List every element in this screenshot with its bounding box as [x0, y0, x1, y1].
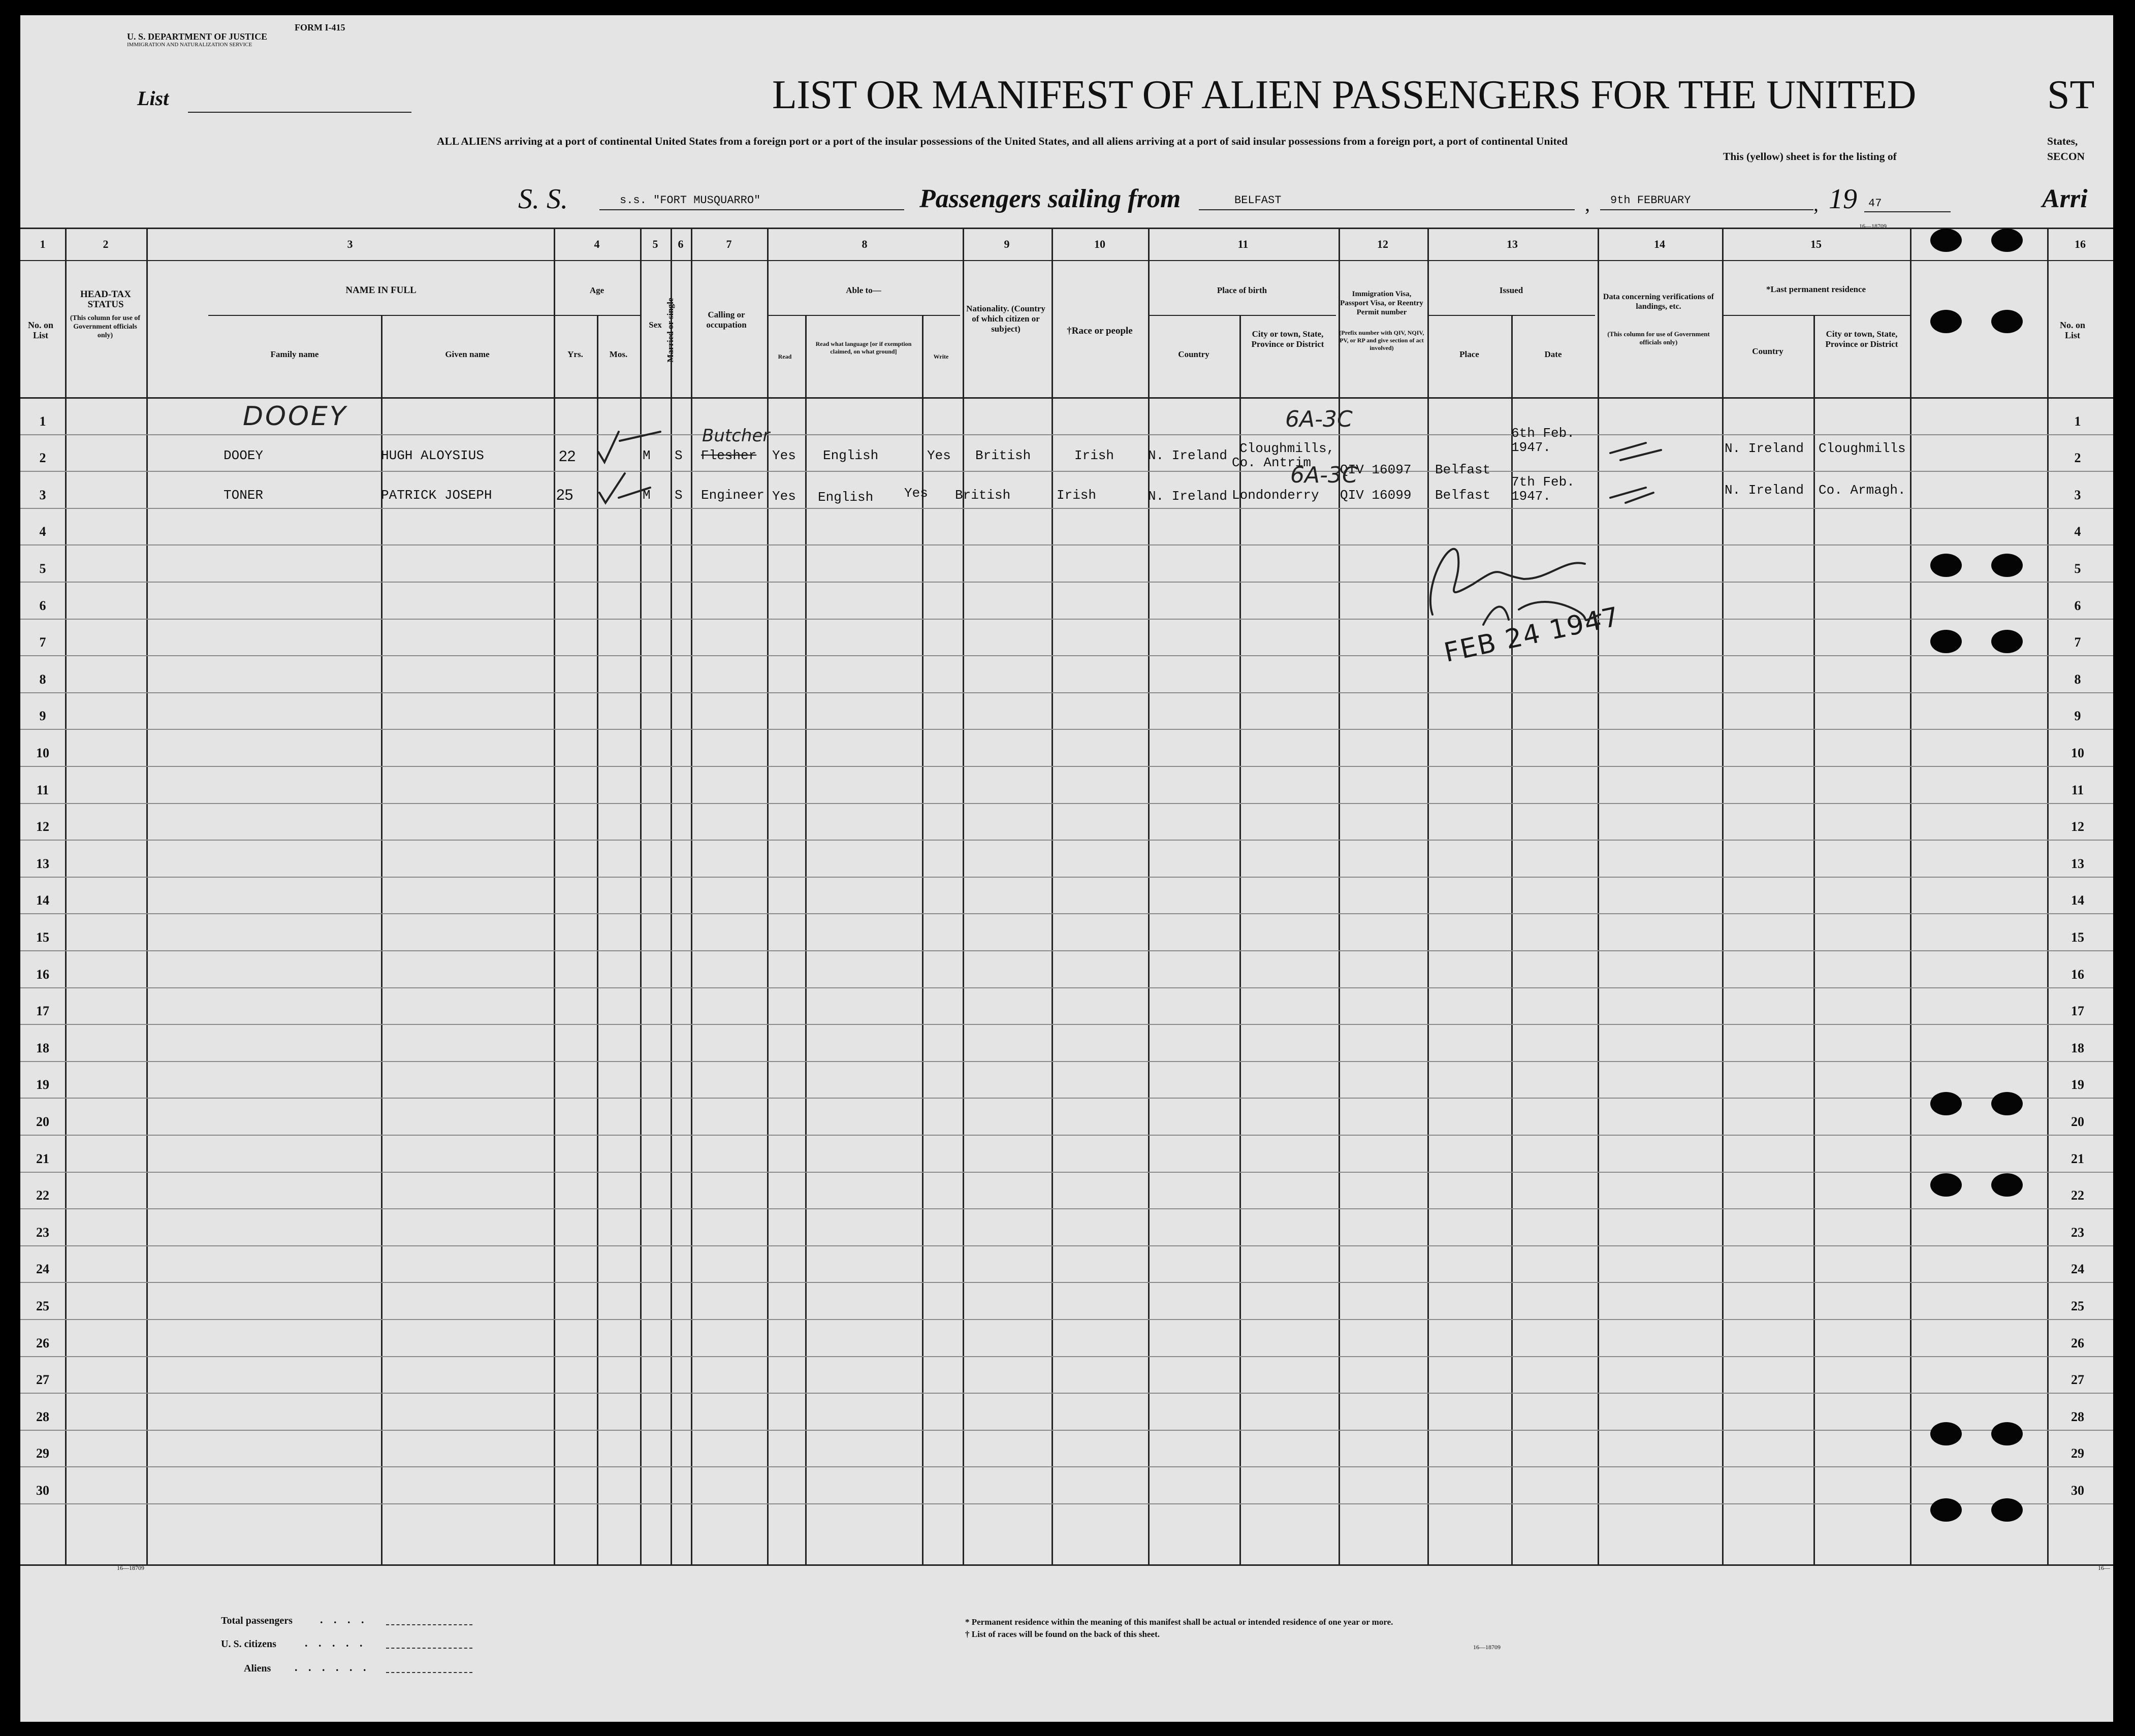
- header-married: Married or single: [665, 298, 675, 363]
- row-number-right: 27: [2071, 1372, 2084, 1387]
- row-1-sex: M: [643, 448, 651, 463]
- footer-print-code-left: 16—18709: [117, 1564, 144, 1571]
- row-2-read: Yes: [772, 489, 796, 504]
- row-number: 8: [39, 672, 46, 687]
- column-number: 4: [594, 238, 600, 250]
- row-number: 13: [36, 856, 49, 871]
- row-number-right: 4: [2074, 524, 2081, 539]
- binding-hole: [1991, 229, 2023, 252]
- row-2-issued-place: Belfast: [1435, 488, 1491, 503]
- row-2-res-country: N. Ireland: [1725, 483, 1804, 498]
- row-number: 22: [36, 1188, 49, 1203]
- row-number: 11: [36, 783, 49, 797]
- row-2-sex: M: [643, 488, 651, 503]
- row-number-right: 25: [2071, 1299, 2084, 1313]
- year-prefix: 19: [1829, 183, 1857, 215]
- row-number: 18: [36, 1041, 49, 1055]
- header-visa-note: (Prefix number with QIV, NQIV, PV, or RP and give section of act involved): [1339, 329, 1424, 351]
- row-number: 29: [36, 1446, 49, 1461]
- row-2-birth-country: N. Ireland: [1148, 489, 1228, 504]
- binding-hole: [1991, 1173, 2023, 1197]
- row-number: 9: [39, 709, 46, 723]
- row-number: 1: [39, 414, 46, 429]
- subtitle-line-1: ALL ALIENS arriving at a port of continental United States from a foreign port or a port of the insular possessions of the United States, and all aliens arriving at a port of said insular possessions from a foreign port, a port of continental United: [437, 135, 1568, 147]
- row-number-right: 14: [2071, 893, 2084, 908]
- column-number: 3: [347, 238, 353, 250]
- binding-hole: [1930, 1092, 1962, 1115]
- header-sex: Sex: [649, 320, 662, 330]
- row-number: 14: [36, 893, 49, 908]
- form-number: FORM I-415: [295, 22, 345, 33]
- ink-marks: [20, 15, 2113, 1722]
- row-number-right: 17: [2071, 1004, 2084, 1018]
- row-1-birth-country: N. Ireland: [1148, 448, 1228, 463]
- row-2-nationality: British: [955, 488, 1011, 503]
- row-2-language: English: [818, 490, 874, 505]
- header-birth-country: Country: [1178, 349, 1209, 359]
- binding-hole: [1930, 229, 1962, 252]
- row-number: 27: [36, 1372, 49, 1387]
- header-given-name: Given name: [445, 349, 490, 359]
- row-1-res-city: Cloughmills: [1819, 441, 1906, 456]
- aliens-label: Aliens: [244, 1663, 271, 1674]
- header-no-on-list: No. on List: [27, 320, 53, 340]
- column-number: 9: [1004, 238, 1010, 250]
- total-passengers-label: Total passengers: [221, 1615, 293, 1626]
- row-2-issued-date: 7th Feb.: [1511, 474, 1575, 490]
- row-2-res-city: Co. Armagh.: [1819, 483, 1906, 498]
- manifest-title-cut: ST: [2047, 73, 2095, 117]
- row-1-married: S: [675, 448, 683, 463]
- footer-print-code-right: 16—: [2098, 1564, 2110, 1571]
- total-passengers-dots: . . . .: [320, 1613, 368, 1626]
- print-code-top: 16—18709: [1859, 222, 1887, 230]
- list-label: List: [137, 87, 169, 110]
- header-no-on-list-right: No. on List: [2059, 320, 2085, 340]
- row-2-race: Irish: [1057, 488, 1097, 503]
- row-number-right: 28: [2071, 1409, 2084, 1424]
- header-res-country: Country: [1752, 346, 1783, 356]
- service-name: IMMIGRATION AND NATURALIZATION SERVICE: [127, 42, 252, 48]
- row-2-calling: Engineer: [701, 488, 764, 503]
- header-res-city: City or town, State, Province or District: [1825, 329, 1898, 349]
- column-number: 11: [1237, 238, 1249, 250]
- row-number-right: 20: [2071, 1114, 2084, 1129]
- row-2-given-name: PATRICK JOSEPH: [381, 488, 492, 503]
- row-number-right: 26: [2071, 1336, 2084, 1351]
- row-1-birth-city: Cloughmills,: [1239, 441, 1335, 456]
- header-issued: Issued: [1499, 285, 1523, 295]
- signature-icon: [1483, 602, 1600, 625]
- row-1-language: English: [823, 448, 879, 463]
- row-1-res-country: N. Ireland: [1725, 441, 1804, 456]
- footnote-races: † List of races will be found on the back of this sheet.: [965, 1629, 1160, 1639]
- row-2-visa: QIV 16099: [1340, 488, 1412, 503]
- row-number-right: 21: [2071, 1151, 2084, 1166]
- header-head-tax-note: (This column for use of Government officials only): [70, 314, 141, 339]
- binding-hole: [1991, 310, 2023, 333]
- header-verification: Data concerning verifications of landings, etc.: [1603, 293, 1714, 311]
- column-number: 1: [40, 238, 46, 250]
- handwritten-name: DOOEY: [243, 401, 348, 432]
- us-citizens-dots: . . . . .: [305, 1636, 367, 1649]
- row-1-race: Irish: [1074, 448, 1114, 463]
- arriving-label-cut: Arri: [2042, 184, 2088, 213]
- row-number-right: 7: [2074, 635, 2081, 650]
- row-2-write: Yes: [904, 486, 928, 501]
- row-number-right: 6: [2074, 598, 2081, 613]
- row-number: 16: [36, 967, 49, 982]
- row-number: 30: [36, 1483, 49, 1498]
- row-number-right: 23: [2071, 1225, 2084, 1240]
- header-write: Write: [933, 353, 949, 360]
- binding-hole: [1930, 1498, 1962, 1522]
- row-2-birth-city: Londonderry: [1232, 488, 1319, 503]
- binding-hole: [1930, 1422, 1962, 1445]
- header-read-language: Read what language [or if exemption claimed, on what ground]: [815, 340, 912, 355]
- binding-hole: [1991, 1092, 2023, 1115]
- row-number: 4: [39, 524, 46, 539]
- comma-2: ,: [1813, 192, 1819, 215]
- header-last-residence: *Last permanent residence: [1766, 284, 1866, 294]
- row-number: 5: [39, 561, 46, 576]
- row-2-age-yrs: 25: [556, 487, 573, 503]
- row-1-visa: QIV 16097: [1340, 462, 1412, 477]
- row-number-right: 13: [2071, 856, 2084, 871]
- row-number: 21: [36, 1151, 49, 1166]
- row-1-age-yrs: 22: [559, 448, 576, 465]
- row-number-right: 9: [2074, 709, 2081, 723]
- column-number: 6: [678, 238, 684, 250]
- column-number: 10: [1094, 238, 1105, 250]
- row-number: 15: [36, 930, 49, 945]
- row-1-given-name: HUGH ALOYSIUS: [381, 448, 484, 463]
- handwritten-visa-mark-1: 6A-3C: [1285, 406, 1353, 432]
- column-number: 14: [1654, 238, 1665, 250]
- row-1-write: Yes: [927, 448, 951, 463]
- header-yrs: Yrs.: [567, 349, 583, 359]
- date-stamp: FEB 24 1947: [1441, 601, 1623, 668]
- us-citizens-label: U. S. citizens: [221, 1638, 276, 1650]
- binding-hole: [1991, 1498, 2023, 1522]
- row-1-birth-city-2: Co. Antrim: [1232, 455, 1312, 470]
- binding-hole: [1991, 1422, 2023, 1445]
- column-number: 12: [1377, 238, 1388, 250]
- row-number: 10: [36, 746, 49, 760]
- column-number: 15: [1810, 238, 1822, 250]
- row-2-married: S: [675, 488, 683, 503]
- row-number: 23: [36, 1225, 49, 1240]
- check-mark-icon: [599, 473, 625, 503]
- row-2-issued-date-2: 1947.: [1511, 489, 1551, 504]
- row-number: 2: [39, 451, 46, 465]
- binding-hole: [1930, 630, 1962, 653]
- row-number-right: 5: [2074, 561, 2081, 576]
- row-number-right: 2: [2074, 451, 2081, 465]
- row-number: 20: [36, 1114, 49, 1129]
- row-2-family-name: TONER: [224, 488, 264, 503]
- aliens-line: [386, 1672, 472, 1673]
- row-number: 12: [36, 819, 49, 834]
- row-number: 25: [36, 1299, 49, 1313]
- handwritten-calling: Butcher: [702, 426, 770, 446]
- column-number: 2: [103, 238, 109, 250]
- row-number-right: 24: [2071, 1262, 2084, 1276]
- row-1-read: Yes: [772, 448, 796, 463]
- subtitle-cut-1: States,: [2047, 135, 2078, 147]
- row-1-issued-date: 6th Feb.: [1511, 426, 1575, 441]
- footer-print-code-center: 16—18709: [1473, 1644, 1501, 1651]
- row-number: 26: [36, 1336, 49, 1351]
- binding-hole: [1930, 1173, 1962, 1197]
- check-mark-icon: [598, 432, 619, 462]
- row-number-right: 1: [2074, 414, 2081, 429]
- footnote-residence: * Permanent residence within the meaning of this manifest shall be actual or intended residence of one year or more.: [965, 1617, 1393, 1627]
- header-place-of-birth: Place of birth: [1217, 285, 1267, 295]
- row-number-right: 10: [2071, 746, 2084, 760]
- subtitle-line-2: This (yellow) sheet is for the listing of: [1723, 150, 1897, 163]
- row-number: 19: [36, 1077, 49, 1092]
- column-number: 13: [1507, 238, 1518, 250]
- header-head-tax: HEAD-TAX STATUS: [80, 289, 131, 310]
- row-number: 6: [39, 598, 46, 613]
- header-birth-city: City or town, State, Province or District: [1251, 329, 1324, 349]
- row-number-right: 30: [2071, 1483, 2084, 1498]
- year-suffix: 47: [1868, 197, 1882, 210]
- binding-hole: [1991, 630, 2023, 653]
- tally-mark-icon: [1610, 443, 1661, 460]
- date-sailed: 9th FEBRUARY: [1610, 194, 1691, 207]
- header-visa: Immigration Visa, Passport Visa, or Reentry Permit number: [1340, 290, 1423, 316]
- header-issued-place: Place: [1459, 349, 1479, 359]
- header-read: Read: [778, 353, 792, 360]
- sailing-from-label: Passengers sailing from: [919, 184, 1181, 213]
- column-number: 7: [726, 238, 732, 250]
- row-number-right: 15: [2071, 930, 2084, 945]
- row-1-nationality: British: [975, 448, 1031, 463]
- column-number: 8: [862, 238, 868, 250]
- header-family-name: Family name: [270, 349, 319, 359]
- column-number: 5: [652, 238, 658, 250]
- manifest-sheet: [20, 15, 2113, 1722]
- row-number-right: 29: [2071, 1446, 2084, 1461]
- row-number-right: 8: [2074, 672, 2081, 687]
- row-number-right: 11: [2071, 783, 2084, 797]
- binding-hole: [1991, 554, 2023, 577]
- aliens-dots: . . . . . .: [295, 1661, 370, 1674]
- binding-hole: [1930, 554, 1962, 577]
- row-number: 24: [36, 1262, 49, 1276]
- us-citizens-line: [386, 1648, 472, 1649]
- header-race: †Race or people: [1067, 326, 1133, 336]
- comma-1: ,: [1585, 192, 1590, 215]
- row-number: 3: [39, 488, 46, 502]
- ship-name: s.s. "FORT MUSQUARRO": [620, 194, 761, 207]
- row-1-issued-date-2: 1947.: [1511, 440, 1551, 455]
- header-issued-date: Date: [1544, 349, 1562, 359]
- row-number-right: 3: [2074, 488, 2081, 502]
- tally-mark-icon: [1610, 488, 1653, 503]
- handwritten-visa-mark-2: 6A-3C: [1290, 462, 1358, 488]
- total-passengers-line: [386, 1624, 472, 1625]
- sailing-from-value: BELFAST: [1234, 194, 1282, 207]
- header-nationality: Nationality. (Country of which citizen or subject): [966, 304, 1045, 334]
- manifest-title: LIST OR MANIFEST OF ALIEN PASSENGERS FOR THE UNITED: [772, 73, 1916, 117]
- ss-label: S. S.: [518, 183, 568, 215]
- row-number-right: 19: [2071, 1077, 2084, 1092]
- header-age: Age: [589, 285, 604, 295]
- row-number: 28: [36, 1409, 49, 1424]
- row-1-calling: Flesher: [701, 448, 757, 463]
- row-number: 17: [36, 1004, 49, 1018]
- row-number-right: 22: [2071, 1188, 2084, 1203]
- binding-hole: [1930, 310, 1962, 333]
- row-number-right: 18: [2071, 1041, 2084, 1055]
- row-number-right: 16: [2071, 967, 2084, 982]
- department-name: U. S. DEPARTMENT OF JUSTICE: [127, 31, 268, 42]
- row-1-family-name: DOOEY: [224, 448, 264, 463]
- row-number: 7: [39, 635, 46, 650]
- column-number: 16: [2075, 238, 2086, 250]
- row-1-issued-place: Belfast: [1435, 462, 1491, 477]
- header-mos: Mos.: [609, 349, 628, 359]
- subtitle-cut-2: SECON: [2047, 150, 2085, 163]
- header-verification-note: (This column for use of Government officials only): [1607, 330, 1710, 346]
- row-number-right: 12: [2071, 819, 2084, 834]
- header-able-to: Able to—: [846, 285, 881, 295]
- header-name-in-full: NAME IN FULL: [345, 285, 417, 296]
- header-calling: Calling or occupation: [706, 310, 747, 330]
